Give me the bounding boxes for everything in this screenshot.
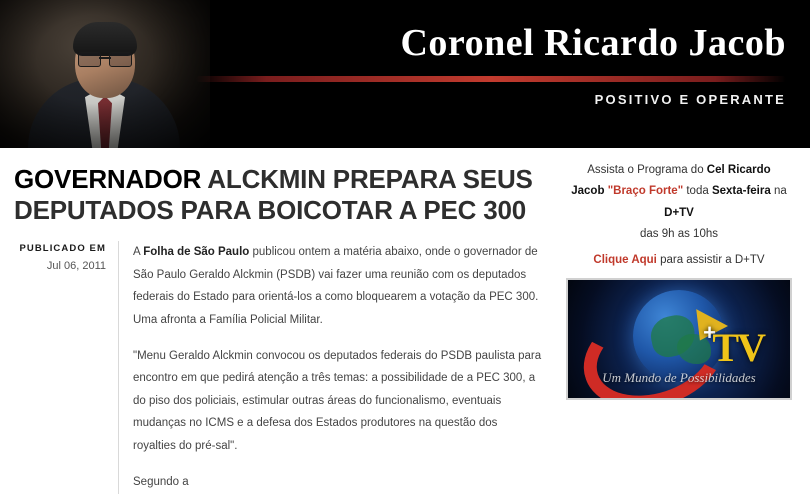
article-text: [118, 241, 542, 493]
promo-cta: [562, 254, 796, 266]
page-title-lead: GOVERNADOR: [14, 164, 202, 194]
published-date: Jul 06, 2011: [46, 260, 106, 273]
banner-logo-tv: TV: [712, 325, 764, 371]
promo-text: [562, 160, 796, 245]
page-title-rest: ALCKMIN PREPARA SEUS DEPUTADOS PARA BOICOTAR A PEC 300: [14, 164, 533, 225]
sidebar: [552, 148, 810, 435]
page-title: [14, 164, 542, 225]
newspaper-name: Folha de São Paulo: [143, 246, 250, 259]
promo-line-2-mid: toda: [683, 185, 712, 198]
article-paragraph-3: "Menu Geraldo Alckmin convocou os deputados federais do PSDB paulista para encontro em que pedirá atenção a três temas: a possibilidade de a PEC 300, a do piso dos policiais, estimular outras áreas do funcionalismo, eventuais mudanças no ICMS e a defesa dos Estados produtores na questão dos royalties do pré-sal".: [133, 350, 542, 452]
post-meta: [14, 241, 118, 272]
promo-channel: D+TV: [664, 206, 694, 219]
watch-link[interactable]: Clique Aqui: [593, 254, 657, 267]
post-body: [14, 241, 542, 493]
published-label: PUBLICADO EM: [19, 243, 106, 255]
page-body: [0, 148, 810, 489]
article-paragraph-1: [133, 241, 542, 331]
paragraph-1-body: publicou ontem a matéria abaixo, onde o governador de São Paulo Geraldo Alckmin (PSDB) vai fazer uma reunião com os deputados federais do Estado para orientá-los a como bloquearem a votação da PEC 300.: [133, 246, 539, 304]
title-divider: [196, 76, 786, 82]
banner-logo-plus: +: [703, 320, 716, 346]
promo-time: das 9h as 10hs: [639, 227, 718, 240]
paragraph-1-prefix: A: [133, 246, 144, 259]
header-title-block: [196, 24, 786, 107]
promo-weekday: Sexta-feira: [711, 185, 771, 198]
article-paragraph-4: Segundo a: [133, 476, 189, 489]
banner-caption: Um Mundo de Possibilidades: [602, 370, 756, 386]
promo-show-name: "Braço Forte": [604, 185, 684, 198]
promo-host-surname: Jacob: [571, 185, 605, 198]
site-header: [0, 0, 810, 148]
main-content: [0, 148, 552, 489]
portrait-hair: [73, 22, 137, 56]
site-tagline: POSITIVO E OPERANTE: [594, 91, 786, 107]
site-title: Coronel Ricardo Jacob: [400, 22, 786, 64]
promo-host-name: Cel Ricardo: [706, 164, 771, 176]
article-paragraph-2: Uma afronta a Família Policial Militar.: [133, 313, 323, 326]
promo-line-2-mid2: na: [770, 185, 787, 198]
dtv-banner[interactable]: [566, 278, 792, 400]
promo-cta-rest: para assistir a D+TV: [656, 254, 765, 267]
portrait-photo: [0, 0, 210, 148]
promo-line-1-prefix: Assista o Programa do: [587, 164, 707, 176]
glasses-icon: [78, 52, 132, 65]
